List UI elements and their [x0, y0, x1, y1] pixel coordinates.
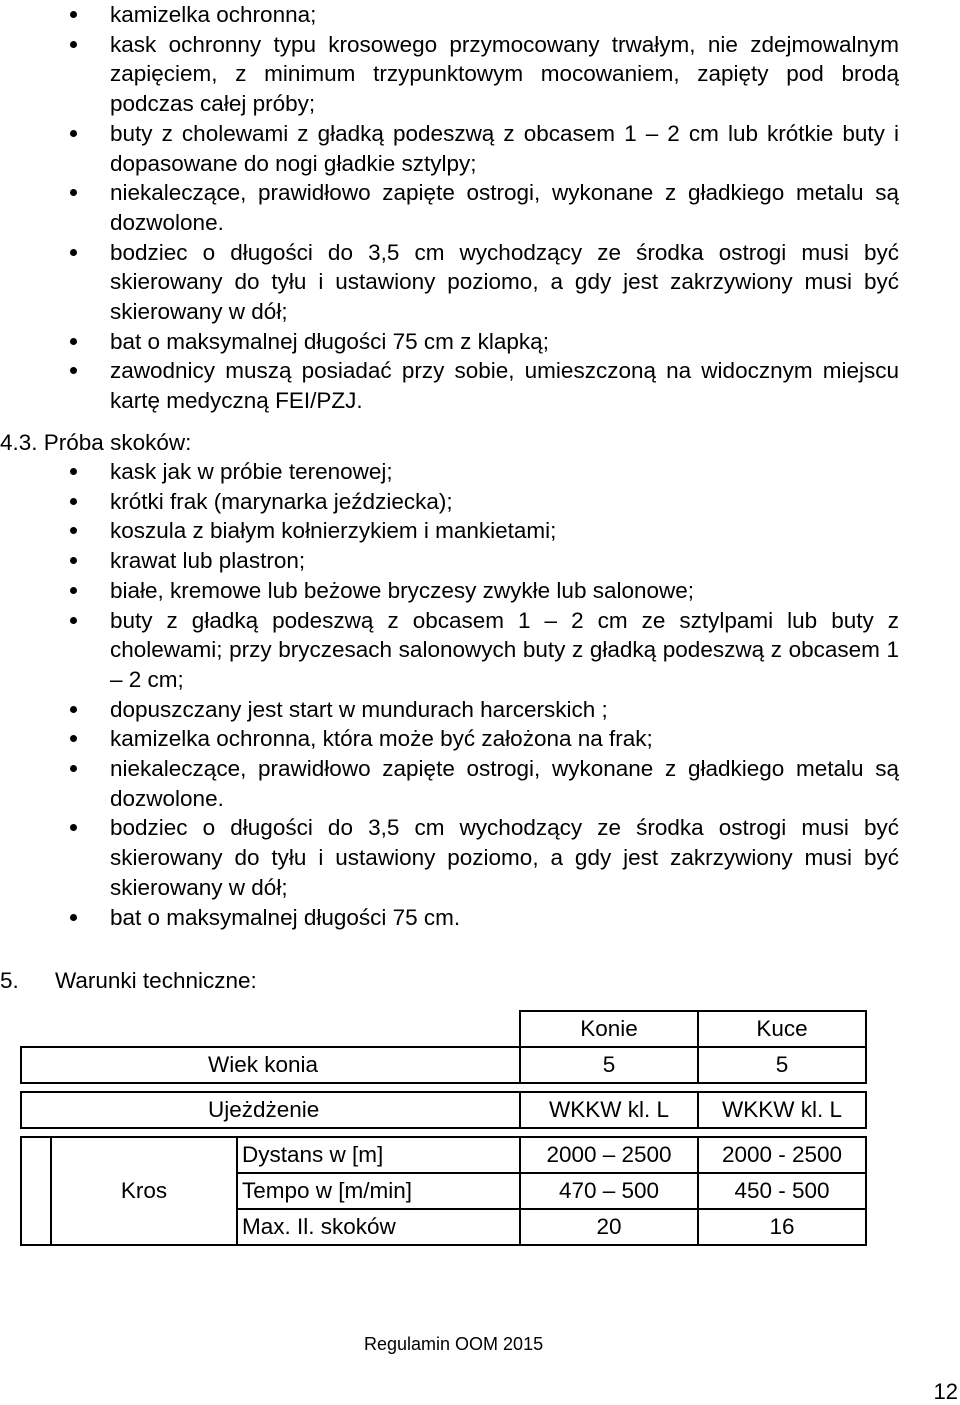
- list-item: bodziec o długości do 3,5 cm wychodzący ze środka ostrogi musi być skierowany do tyłu i ustawiony poziomo, a gdy jest zakrzywiony musi być skierowany w dół;: [0, 238, 960, 327]
- cell-value: 16: [698, 1209, 866, 1245]
- row-label: Max. Il. skoków: [237, 1209, 520, 1245]
- cell-value: 2000 – 2500: [520, 1137, 698, 1173]
- bullet-icon: [70, 914, 77, 921]
- bullet-icon: [70, 735, 77, 742]
- bullet-icon: [70, 367, 77, 374]
- bullet-icon: [70, 249, 77, 256]
- row-label-ujezdzenie: Ujeżdżenie: [21, 1092, 520, 1128]
- list-item: kask ochronny typu krosowego przymocowany trwałym, nie zdejmowalnym zapięciem, z minimum trzypunktowym mocowaniem, zapięty pod brodą podczas całej próby;: [0, 30, 960, 119]
- bullet-icon: [70, 587, 77, 594]
- section-heading-technical: [0, 966, 257, 996]
- footer-title: Regulamin OOM 2015: [364, 1334, 544, 1354]
- bullet-icon: [70, 338, 77, 345]
- list-item: buty z cholewami z gładką podeszwą z obcasem 1 – 2 cm lub krótkie buty i dopasowane do nogi gładkie sztylpy;: [0, 119, 960, 178]
- list-item: niekaleczące, prawidłowo zapięte ostrogi, wykonane z gładkiego metalu są dozwolone.: [0, 754, 960, 813]
- list-item: białe, kremowe lub beżowe bryczesy zwykłe lub salonowe;: [0, 576, 960, 606]
- header-kuce: Kuce: [698, 1011, 866, 1047]
- bullet-icon: [70, 706, 77, 713]
- bullet-icon: [70, 557, 77, 564]
- bullet-icon: [70, 189, 77, 196]
- list-item: niekaleczące, prawidłowo zapięte ostrogi, wykonane z gładkiego metalu są dozwolone.: [0, 178, 960, 237]
- equipment-list-cross-country: [0, 0, 960, 416]
- bullet-icon: [70, 617, 77, 624]
- row-stub: [21, 1137, 51, 1245]
- table-row: [21, 1092, 866, 1128]
- bullet-icon: [70, 41, 77, 48]
- list-item: krawat lub plastron;: [0, 546, 960, 576]
- list-item: dopuszczany jest start w mundurach harcerskich ;: [0, 695, 960, 725]
- page-number: 12: [933, 1379, 958, 1404]
- bullet-icon: [70, 527, 77, 534]
- row-label: Dystans w [m]: [237, 1137, 520, 1173]
- list-item: kask jak w próbie terenowej;: [0, 457, 960, 487]
- bullet-icon: [70, 130, 77, 137]
- section-title: Warunki techniczne:: [55, 968, 257, 993]
- list-item: bat o maksymalnej długości 75 cm.: [0, 903, 960, 933]
- section-number: 5.: [0, 968, 19, 993]
- cell-value: 450 - 500: [698, 1173, 866, 1209]
- list-item: buty z gładką podeszwą z obcasem 1 – 2 cm ze sztylpami lub buty z cholewami; przy bryczesach salonowych buty z gładką podeszwą z obcasem 1 – 2 cm;: [0, 606, 960, 695]
- bullet-icon: [70, 498, 77, 505]
- section-heading-jumping: 4.3. Próba skoków:: [0, 430, 192, 455]
- bullet-icon: [70, 824, 77, 831]
- cell-value: 20: [520, 1209, 698, 1245]
- cell-value: 5: [698, 1047, 866, 1083]
- cell-value: 470 – 500: [520, 1173, 698, 1209]
- row-label-kros: Kros: [51, 1137, 237, 1245]
- table-row: [21, 1137, 866, 1173]
- list-item: koszula z białym kołnierzykiem i mankietami;: [0, 516, 960, 546]
- equipment-list-jumping: [0, 457, 960, 932]
- row-label: Tempo w [m/min]: [237, 1173, 520, 1209]
- header-konie: Konie: [520, 1011, 698, 1047]
- list-item: kamizelka ochronna, która może być założona na frak;: [0, 724, 960, 754]
- list-item: kamizelka ochronna;: [0, 0, 960, 30]
- table-row: [21, 1047, 866, 1083]
- list-item: bat o maksymalnej długości 75 cm z klapką;: [0, 327, 960, 357]
- cell-value: WKKW kl. L: [698, 1092, 866, 1128]
- list-item: zawodnicy muszą posiadać przy sobie, umieszczoną na widocznym miejscu kartę medyczną FEI/PZJ.: [0, 356, 960, 415]
- technical-conditions-table: [20, 1010, 867, 1246]
- bullet-icon: [70, 765, 77, 772]
- cell-value: 2000 - 2500: [698, 1137, 866, 1173]
- list-item: krótki frak (marynarka jeździecka);: [0, 487, 960, 517]
- bullet-icon: [70, 11, 77, 18]
- cell-value: WKKW kl. L: [520, 1092, 698, 1128]
- list-item: bodziec o długości do 3,5 cm wychodzący ze środka ostrogi musi być skierowany do tyłu i ustawiony poziomo, a gdy jest zakrzywiony musi być skierowany w dół;: [0, 813, 960, 902]
- table-header-row: [21, 1011, 866, 1047]
- row-label-wiek: Wiek konia: [21, 1047, 520, 1083]
- cell-value: 5: [520, 1047, 698, 1083]
- bullet-icon: [70, 468, 77, 475]
